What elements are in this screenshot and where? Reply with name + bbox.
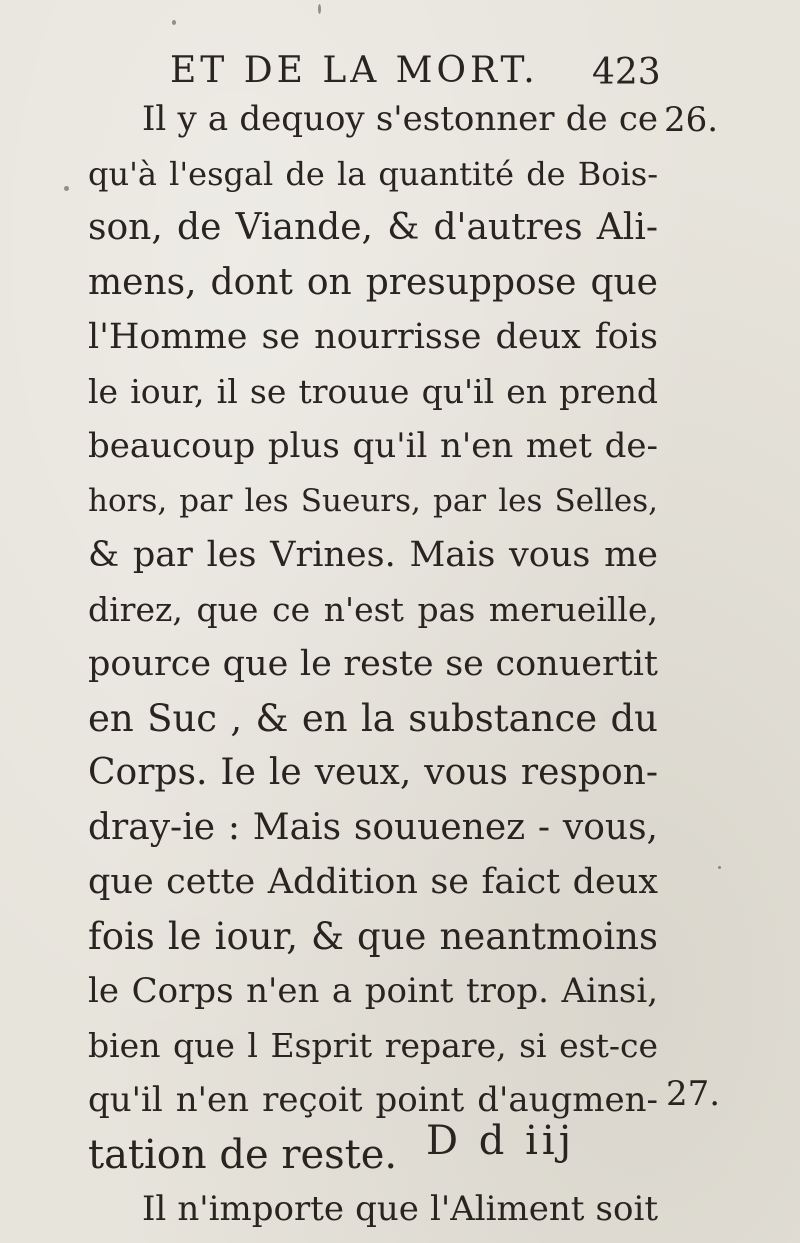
text-line: le iour, il se trouue qu'il en prend (88, 371, 658, 411)
body-text (88, 92, 658, 1237)
text-line: tation de reste. (88, 1131, 398, 1178)
text-line: que cette Addition se faict deux (88, 862, 658, 902)
text-line: & par les Vrines. Mais vous me (88, 535, 658, 575)
signature-mark: D d iij (426, 1118, 576, 1164)
text-line: fois le iour, & que neantmoins (88, 914, 658, 958)
margin-note-26: 26. (664, 100, 719, 140)
text-line: en Suc , & en la substance du (88, 696, 658, 740)
text-line: Il y a dequoy s'estonner de ce (142, 99, 658, 139)
text-line: l'Homme se nourrisse deux fois (88, 317, 658, 357)
text-line: bien que l Esprit repare, si est-ce (88, 1025, 658, 1065)
text-line: son, de Viande, & d'autres Ali- (88, 207, 658, 248)
margin-note-27: 27. (666, 1074, 721, 1114)
text-line: pource que le reste se conuertit (88, 644, 658, 684)
running-title: ET DE LA MORT. (170, 50, 539, 91)
text-line: Il n'importe que l'Aliment soit (142, 1189, 658, 1229)
text-line: hors, par les Sueurs, par les Selles, (88, 482, 658, 519)
text-line: qu'il n'en reçoit point d'augmen- (88, 1080, 658, 1120)
text-line: qu'à l'esgal de la quantité de Bois- (88, 154, 658, 193)
ink-speck (718, 866, 721, 869)
text-line: direz, que ce n'est pas merueille, (88, 589, 658, 629)
page-header (0, 44, 800, 96)
ink-speck (318, 4, 321, 14)
text-line: dray-ie : Mais souuenez - vous, (88, 806, 658, 848)
ink-speck (64, 186, 69, 191)
page-number: 423 (592, 52, 661, 93)
text-line: Corps. Ie le veux, vous respon- (88, 752, 658, 793)
text-line: le Corps n'en a point trop. Ainsi, (88, 971, 658, 1011)
text-line: mens, dont on presuppose que (88, 261, 658, 303)
ink-speck (172, 20, 176, 25)
text-line: beaucoup plus qu'il n'en met de- (88, 426, 658, 466)
